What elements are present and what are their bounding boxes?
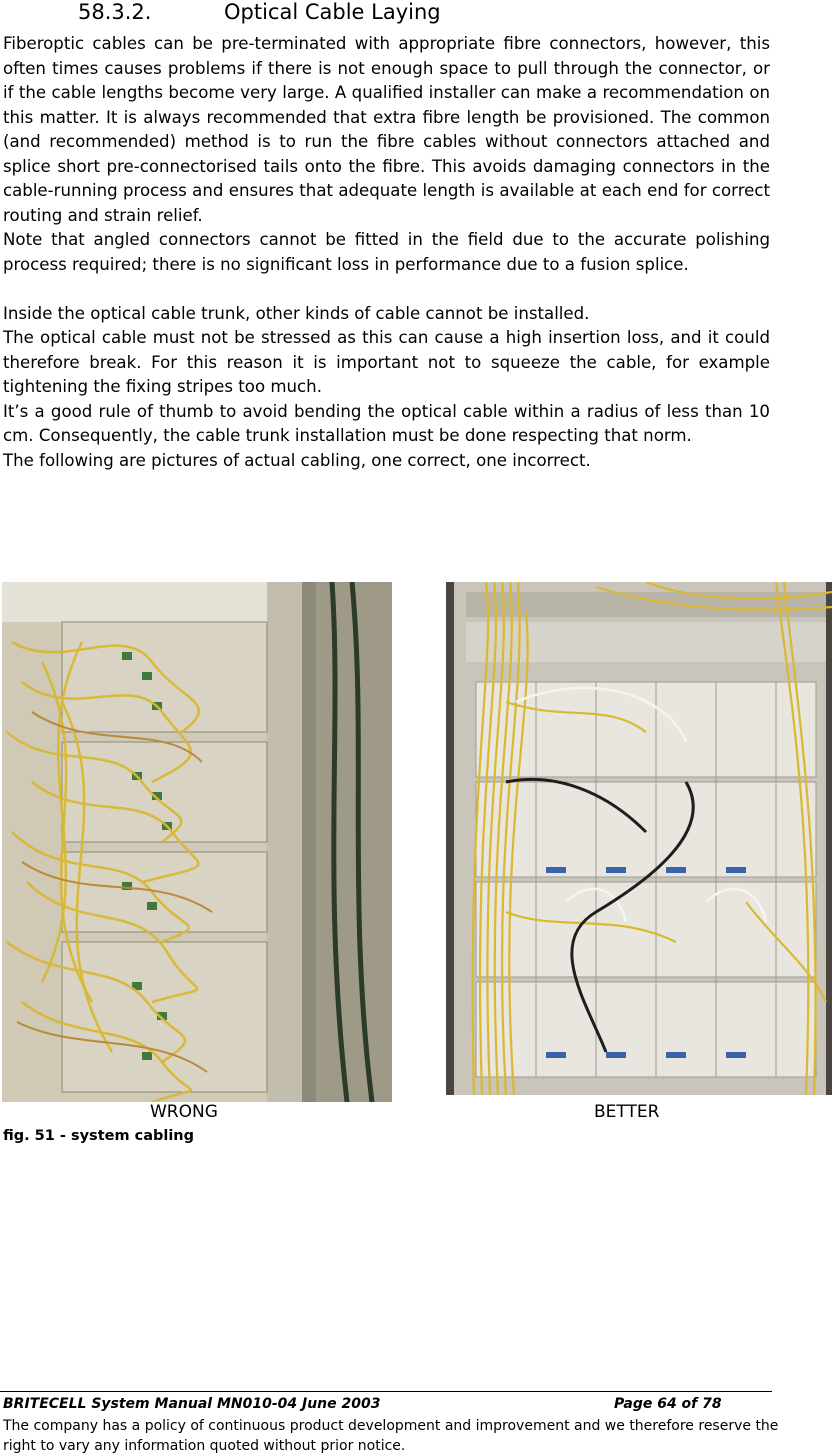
paragraph-angled-connectors: Note that angled connectors cannot be fitted in the field due to the accurate polishing process required; there is no significant loss in performance due to a fusion splice. [3, 230, 770, 274]
footer-divider [0, 1391, 772, 1392]
paragraph-cable-trunk: Inside the optical cable trunk, other kinds of cable cannot be installed. [3, 303, 590, 323]
footer-header [3, 1396, 722, 1412]
body-text [3, 32, 770, 473]
footer-page-number: Page 64 of 78 [614, 1396, 722, 1412]
caption-better: BETTER [594, 1102, 660, 1122]
section-title: Optical Cable Laying [224, 0, 441, 24]
caption-wrong: WRONG [150, 1102, 218, 1122]
photo-wrong-cabling [2, 582, 392, 1102]
section-heading [78, 0, 441, 24]
section-number: 58.3.2. [78, 0, 152, 24]
footer-disclaimer: The company has a policy of continuous product development and improvement and we therefore reserve the right to vary any information quoted without prior notice. [3, 1418, 779, 1454]
paragraph-pictures-intro: The following are pictures of actual cabling, one correct, one incorrect. [3, 450, 591, 470]
footer-manual-title: BRITECELL System Manual MN010-04 June 2003 [3, 1396, 381, 1412]
paragraph-connectors: Fiberoptic cables can be pre-terminated with appropriate fibre connectors, however, this often times causes problems if there is not enough space to pull through the connector, or if the cable lengths become very large. A qualified installer can make a recommendation on this matter. It is always recommended that extra fibre length be provisioned. The common (and recommended) method is to run the fibre cables without connectors attached and splice short pre-connectorised tails onto the fibre. This avoids damaging connectors in the cable-running process and ensures that adequate length is available at each end for correct routing and strain relief. [3, 34, 770, 225]
paragraph-stress: The optical cable must not be stressed as this can cause a high insertion loss, and it could therefore break. For this reason it is important not to squeeze the cable, for example tightening the fixing stripes too much. [3, 328, 770, 396]
photo-better-cabling [446, 582, 832, 1095]
figure-title: fig. 51 - system cabling [3, 1128, 195, 1144]
paragraph-bend-radius: It’s a good rule of thumb to avoid bending the optical cable within a radius of less than 10 cm. Consequently, the cable trunk installation must be done respecting that norm. [3, 401, 770, 445]
